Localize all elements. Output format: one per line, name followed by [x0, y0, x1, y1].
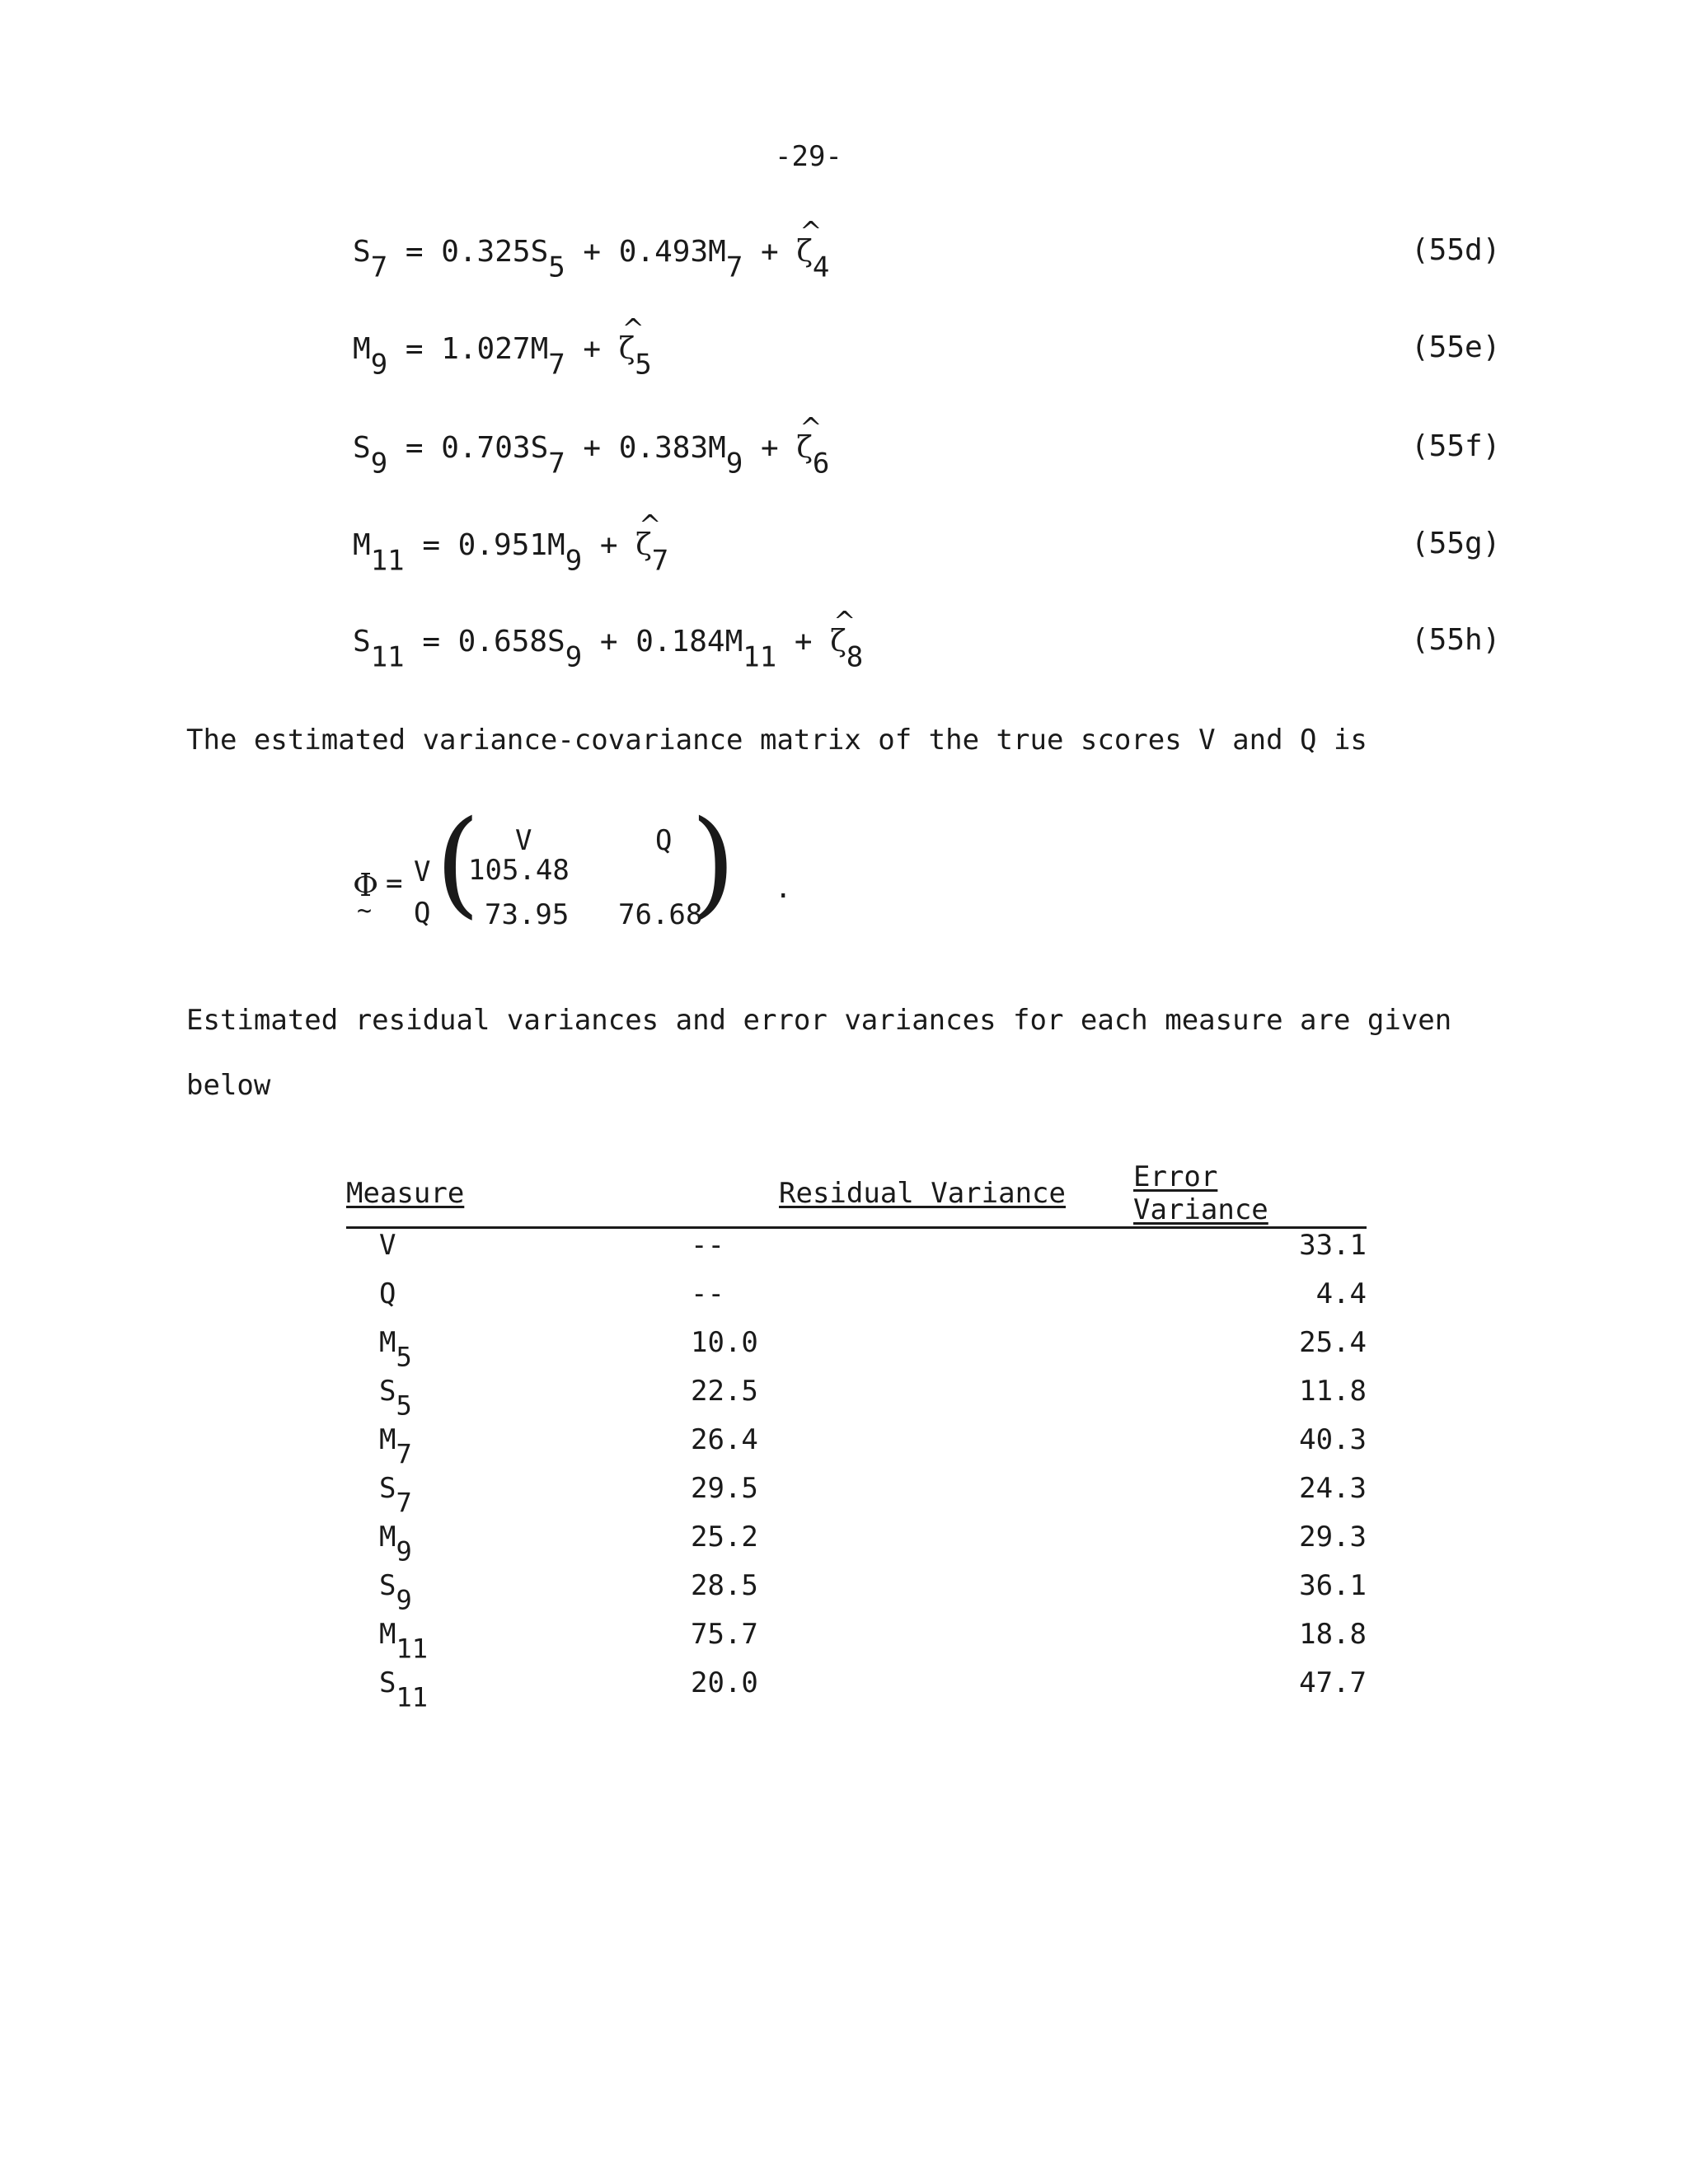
paragraph-residual-intro: Estimated residual variances and error variances for each measure are given [186, 1004, 1452, 1037]
equation: $M_{11} = 0.951M_9$ + ^ $\zeta_7$ [353, 528, 668, 578]
table-row [346, 1326, 1367, 1375]
right-paren: ) [691, 796, 736, 930]
equation-lhs: $M_{11}$ [353, 528, 405, 578]
matrix-row-header: V [414, 855, 431, 888]
measure-cell: $M_5$ [379, 1326, 412, 1373]
measure-cell: $M_9$ [379, 1521, 412, 1568]
equation-number: (55g) [1411, 527, 1501, 560]
tilde-mark: ~ [357, 897, 373, 926]
equation: $S_9 = 0.703S_7 + 0.383M_9$ + ^ $\zeta_6$ [353, 431, 829, 480]
error-variance-cell: 18.8 [1299, 1618, 1367, 1651]
equation: $M_9 = 1.027M_7$ + ^ $\zeta_5$ [353, 332, 652, 382]
measure-cell: $M_{11}$ [379, 1618, 429, 1665]
table-row [346, 1277, 1367, 1326]
error-variance-cell: 33.1 [1299, 1229, 1367, 1262]
matrix-col-header: Q [655, 824, 673, 857]
matrix-equals: = [386, 867, 403, 900]
error-variance-cell: 24.3 [1299, 1472, 1367, 1505]
equation-lhs: $S_7$ [353, 235, 388, 284]
phi-symbol: Φ [353, 867, 379, 903]
measure-cell: $S_{11}$ [379, 1666, 429, 1713]
left-paren: ( [435, 796, 481, 930]
equation-lhs: $M_9$ [353, 332, 388, 382]
matrix-col-header: V [515, 824, 532, 857]
equation-lhs: $S_{11}$ [353, 625, 405, 674]
table-row [346, 1423, 1367, 1472]
error-variance-cell: 11.8 [1299, 1375, 1367, 1408]
measure-cell: $S_9$ [379, 1569, 412, 1616]
equation-number: (55f) [1411, 429, 1501, 463]
zeta-hat-symbol: ^ ζ [796, 235, 813, 269]
matrix-trailing-period: . [775, 872, 792, 905]
table-row [346, 1569, 1367, 1618]
equation: $S_7 = 0.325S_5 + 0.493M_7$ + ^ $\zeta_4$ [353, 235, 829, 284]
measure-cell: V [379, 1229, 396, 1262]
equation-number: (55h) [1411, 623, 1501, 657]
paragraph-matrix-intro: The estimated variance-covariance matrix of the true scores V and Q is [186, 724, 1367, 757]
zeta-hat-symbol: ^ ζ [635, 528, 652, 562]
residual-variance-cell: 29.5 [691, 1472, 758, 1505]
residual-variance-cell: -- [691, 1277, 724, 1310]
paragraph-residual-intro-cont: below [186, 1069, 271, 1102]
matrix-cell: 76.68 [618, 898, 703, 931]
residual-variance-cell: 10.0 [691, 1326, 758, 1359]
residual-variance-cell: 26.4 [691, 1423, 758, 1456]
measure-cell: $S_5$ [379, 1375, 412, 1422]
equation: $S_{11} = 0.658S_9 + 0.184M_{11}$ + ^ $\zeta_8$ [353, 625, 863, 674]
error-variance-cell: 4.4 [1315, 1277, 1367, 1310]
measure-cell: $M_7$ [379, 1423, 412, 1470]
residual-variance-cell: -- [691, 1229, 724, 1262]
error-variance-cell: 25.4 [1299, 1326, 1367, 1359]
measure-cell: $S_7$ [379, 1472, 412, 1519]
table-row [346, 1228, 1367, 1278]
equation-lhs: $S_9$ [353, 431, 388, 480]
matrix-cell: 73.95 [485, 898, 570, 931]
page-number: -29- [775, 140, 842, 173]
residual-variance-cell: 75.7 [691, 1618, 758, 1651]
col-header-measure: Measure [346, 1160, 577, 1228]
table-row [346, 1618, 1367, 1666]
table-header-row [346, 1160, 1367, 1228]
covariance-matrix [346, 796, 808, 948]
matrix-row-header: Q [414, 897, 431, 930]
residual-variance-cell: 25.2 [691, 1521, 758, 1554]
col-header-residual: Residual Variance [577, 1160, 1133, 1228]
zeta-hat-symbol: ^ ζ [619, 332, 635, 366]
table-row [346, 1472, 1367, 1521]
zeta-hat-symbol: ^ ζ [796, 431, 813, 465]
residual-variance-cell: 20.0 [691, 1666, 758, 1699]
equation-number: (55e) [1411, 330, 1501, 364]
error-variance-cell: 47.7 [1299, 1666, 1367, 1699]
equation-number: (55d) [1411, 233, 1501, 267]
table-row [346, 1666, 1367, 1715]
zeta-hat-symbol: ^ ζ [830, 625, 846, 658]
variance-table [346, 1160, 1367, 1715]
table-row [346, 1521, 1367, 1569]
error-variance-cell: 40.3 [1299, 1423, 1367, 1456]
col-header-error: Error Variance [1133, 1160, 1367, 1228]
residual-variance-cell: 22.5 [691, 1375, 758, 1408]
matrix-cell: 105.48 [468, 854, 570, 887]
error-variance-cell: 29.3 [1299, 1521, 1367, 1554]
error-variance-cell: 36.1 [1299, 1569, 1367, 1602]
table-row [346, 1375, 1367, 1423]
measure-cell: Q [379, 1277, 396, 1310]
residual-variance-cell: 28.5 [691, 1569, 758, 1602]
